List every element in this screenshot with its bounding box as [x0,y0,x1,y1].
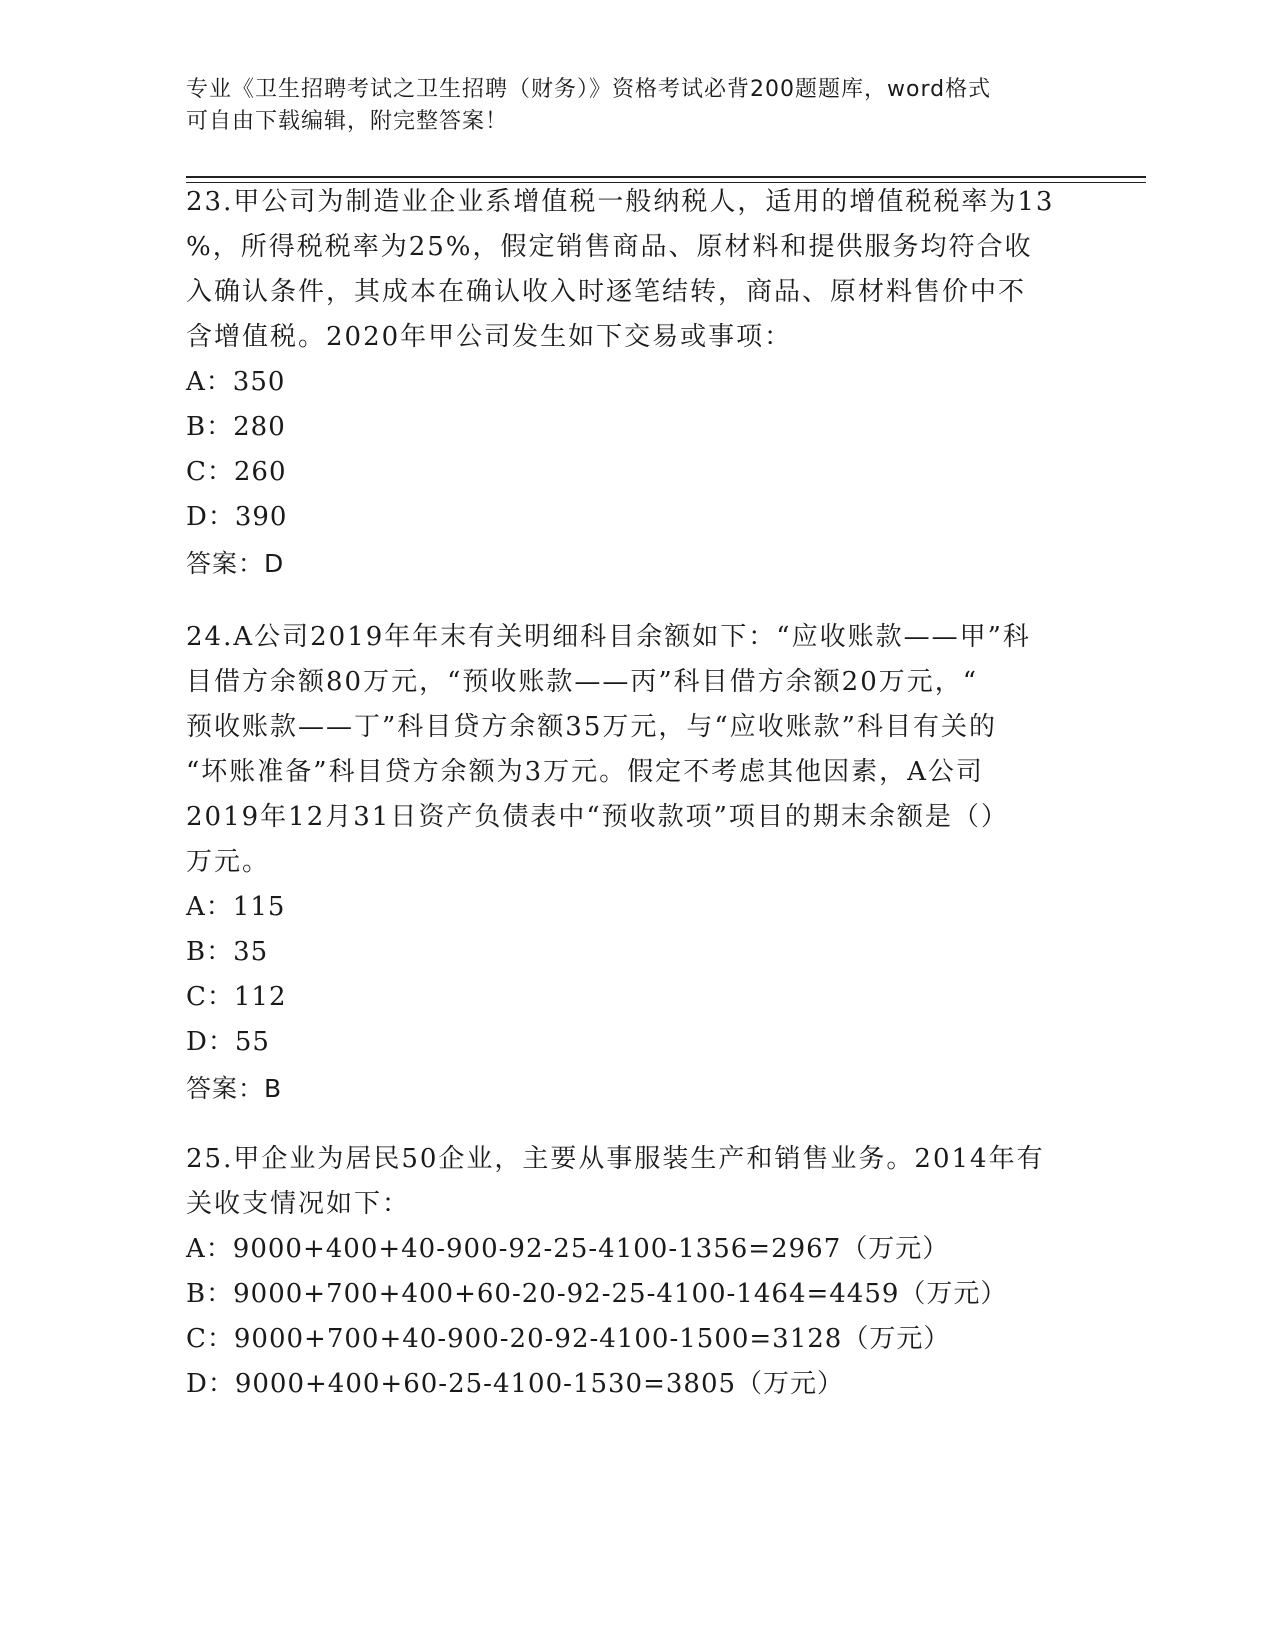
question-stem [186,615,1086,885]
option-b: B：35 [186,937,269,967]
header-divider-thick [186,176,1146,178]
question-25 [186,1137,1086,1407]
stem-line: 关收支情况如下： [186,1189,411,1219]
answer: 答案：D [186,549,285,578]
document-header [186,74,1086,138]
stem-line: “坏账准备”科目贷方余额为3万元。假定不考虑其他因素，A公司 [186,757,984,787]
option-a: A：9000+400+40-900-92-25-4100-1356=2967（万元） [186,1234,950,1264]
stem-line: 万元。 [186,847,271,877]
option-d: D：55 [186,1027,270,1057]
option-b: B：280 [186,412,286,442]
stem-line: 含增值税。2020年甲公司发生如下交易或事项： [186,322,793,352]
option-d: D：390 [186,502,288,532]
stem-line: 目借方余额80万元，“预收账款——丙”科目借方余额20万元，“ [186,667,979,697]
question-24 [186,615,1086,1111]
option-c: C：260 [186,457,287,487]
header-line-1: 专业《卫生招聘考试之卫生招聘（财务）》资格考试必背200题题库，word格式 [186,77,992,102]
option-d: D：9000+400+60-25-4100-1530=3805（万元） [186,1369,845,1399]
stem-line: 入确认条件，其成本在确认收入时逐笔结转，商品、原材料售价中不 [186,277,1027,307]
option-b: B：9000+700+400+60-20-92-25-4100-1464=4459（万元） [186,1279,1008,1309]
question-stem [186,1137,1086,1227]
stem-line: 23.甲公司为制造业企业系增值税一般纳税人，适用的增值税税率为13 [186,187,1055,217]
question-stem [186,180,1086,360]
question-23 [186,180,1086,586]
header-line-2: 可自由下载编辑，附完整答案！ [186,109,509,134]
stem-line: %，所得税税率为25%，假定销售商品、原材料和提供服务均符合收 [186,232,1033,262]
answer: 答案：B [186,1074,283,1103]
option-a: A：350 [186,367,286,397]
option-c: C：112 [186,982,287,1012]
option-a: A：115 [186,892,286,922]
option-c: C：9000+700+40-900-20-92-4100-1500=3128（万元） [186,1324,951,1354]
stem-line: 2019年12月31日资产负债表中“预收款项”项目的期末余额是（） [186,802,1009,832]
stem-line: 25.甲企业为居民50企业，主要从事服装生产和销售业务。2014年有 [186,1144,1045,1174]
stem-line: 24.A公司2019年年末有关明细科目余额如下：“应收账款——甲”科 [186,622,1031,652]
stem-line: 预收账款——丁”科目贷方余额35万元，与“应收账款”科目有关的 [186,712,997,742]
